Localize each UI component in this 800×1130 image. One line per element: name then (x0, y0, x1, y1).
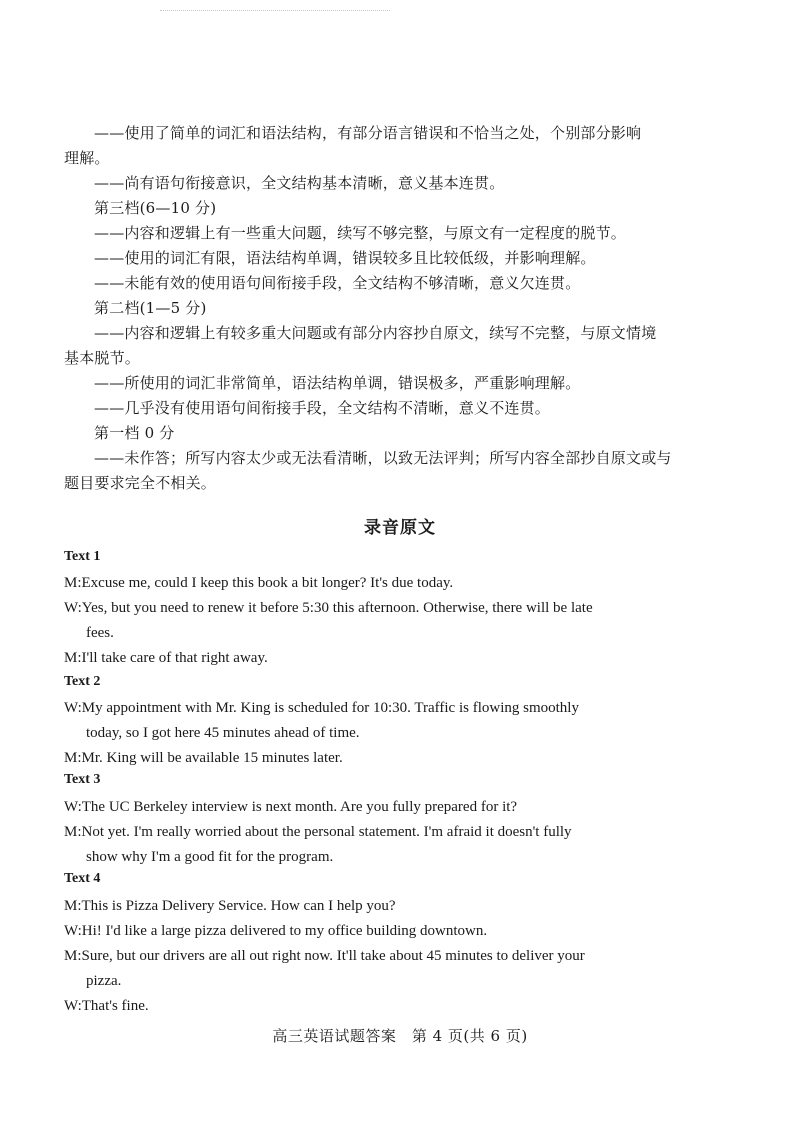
transcript-line: W:That's fine. (64, 998, 149, 1014)
score-band-heading: 第二档(1—5 分) (94, 299, 207, 317)
transcript-line: W:Yes, but you need to renew it before 5:30 this afternoon. Otherwise, there will be late (64, 600, 593, 616)
transcript-line: M:Excuse me, could I keep this book a bit longer? It's due today. (64, 575, 454, 591)
text-label: Text 1 (64, 549, 101, 564)
score-line: ——未作答；所写内容太少或无法看清晰，以致无法评判；所写内容全部抄自原文或与 (94, 449, 672, 467)
transcript-line: today, so I got here 45 minutes ahead of time. (86, 725, 360, 741)
transcript-line: W:The UC Berkeley interview is next month. Are you fully prepared for it? (64, 799, 518, 815)
score-line: ——内容和逻辑上有一些重大问题，续写不够完整，与原文有一定程度的脱节。 (94, 224, 627, 242)
transcript-line: M:Sure, but our drivers are all out right now. It'll take about 45 minutes to deliver your (64, 948, 585, 964)
score-line: ——所使用的词汇非常简单，语法结构单调，错误极多，严重影响理解。 (94, 374, 581, 392)
section-title: 录音原文 (364, 518, 436, 538)
score-line: ——使用的词汇有限，语法结构单调，错误较多且比较低级，并影响理解。 (94, 249, 596, 267)
score-band-heading: 第一档 0 分 (94, 424, 175, 442)
transcript-line: M:I'll take care of that right away. (64, 650, 268, 666)
transcript-line: show why I'm a good fit for the program. (86, 849, 334, 865)
transcript-line: W:Hi! I'd like a large pizza delivered to my office building downtown. (64, 923, 488, 939)
transcript-line: pizza. (86, 973, 122, 989)
text-label: Text 2 (64, 674, 101, 689)
score-line: ——尚有语句衔接意识，全文结构基本清晰，意义基本连贯。 (94, 174, 505, 192)
transcript-line: W:My appointment with Mr. King is scheduled for 10:30. Traffic is flowing smoothly (64, 700, 579, 716)
top-divider (160, 10, 390, 11)
text-label: Text 4 (64, 871, 101, 886)
score-band-heading: 第三档(6—10 分) (94, 199, 217, 217)
score-line: ——几乎没有使用语句间衔接手段，全文结构不清晰，意义不连贯。 (94, 399, 551, 417)
page-footer: 高三英语试题答案 第 4 页(共 6 页) (272, 1027, 528, 1045)
transcript-line: M:This is Pizza Delivery Service. How can I help you? (64, 898, 396, 914)
score-line: 理解。 (64, 149, 110, 167)
score-line: ——内容和逻辑上有较多重大问题或有部分内容抄自原文，续写不完整，与原文情境 (94, 324, 657, 342)
score-line: ——使用了简单的词汇和语法结构，有部分语言错误和不恰当之处，个别部分影响 (94, 124, 642, 142)
transcript-line: fees. (86, 625, 114, 641)
score-line: 基本脱节。 (64, 349, 141, 367)
transcript-line: M:Not yet. I'm really worried about the personal statement. I'm afraid it doesn't fully (64, 824, 572, 840)
transcript-line: M:Mr. King will be available 15 minutes later. (64, 750, 343, 766)
score-line: ——未能有效的使用语句间衔接手段，全文结构不够清晰，意义欠连贯。 (94, 274, 581, 292)
score-line: 题目要求完全不相关。 (64, 474, 217, 492)
text-label: Text 3 (64, 772, 101, 787)
